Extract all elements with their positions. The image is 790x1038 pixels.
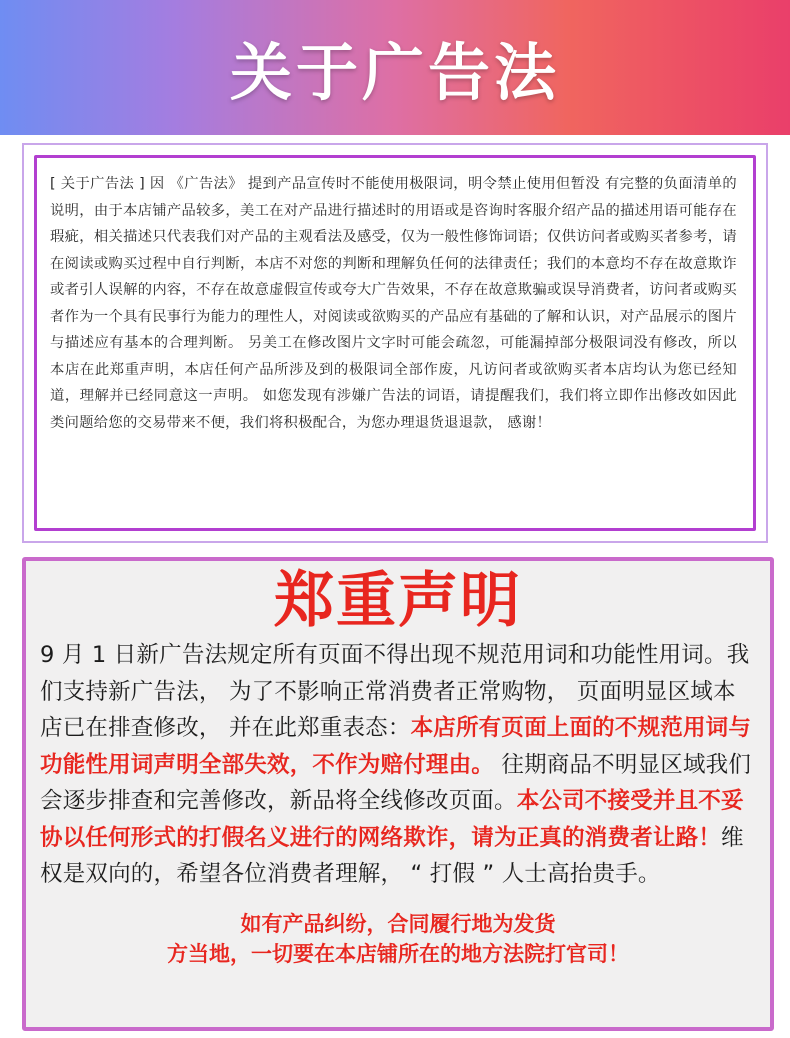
page-title: 关于广告法 xyxy=(229,36,560,109)
declaration-highlight-2: 本公司不接受并且不妥协以任何形式的打假名义进行的网络欺诈，请为正真的消费者让路！ xyxy=(40,788,744,851)
declaration-body xyxy=(40,637,756,893)
declaration-para-2: 往期商品不明显区域我们会逐步排查和完善修改，新品将全线修改页面。 xyxy=(40,751,752,814)
notice-text: [ 关于广告法 ] 因 《广告法》 提到产品宣传时不能使用极限词，明令禁止使用但暂没 有完整的负面清单的说明，由于本店铺产品较多，美工在对产品进行描述时的用语或是咨询时客服介绍产品的描述用语可能存在瑕疵，相关描述只代表我们对产品的主观看法及感受，仅为一般性修饰词语；仅供访问者或购买者参考，请在阅读或购买过程中自行判断，本店不对您的判断和理解负任何的法律责任；我们的本意均不存在故意欺诈或者引人误解的内容，不存在故意虚假宣传或夸大广告效果，不存在故意欺骗或误导消费者，访问者或购买者作为一个具有民事行为能力的理性人，对阅读或欲购买的产品应有基础的了解和认识，对产品展示的图片与描述应有基本的合理判断。 另美工在修改图片文字时可能会疏忽，可能漏掉部分极限词没有修改，所以本店在此郑重声明，本店任何产品所涉及到的极限词全部作废，凡访问者或欲购买者本店均认为您已经知道，理解并已经同意这一声明。 如您发现有涉嫌广告法的词语，请提醒我们，我们将立即作出修改如因此类问题给您的交易带来不便，我们将积极配合，为您办理退货退退款， 感谢！ xyxy=(50,176,737,431)
declaration-footer xyxy=(40,909,756,969)
declaration-highlight-1: 本店所有页面上面的不规范用词与功能性用词声明全部失效，不作为赔付理由。 xyxy=(40,715,752,778)
declaration-para-1: 9 月 1 日新广告法规定所有页面不得出现不规范用词和功能性用词。我们支持新广告法， 为了不影响正常消费者正常购物， 页面明显区域本店已在排查修改， 并在此郑重表态： xyxy=(40,642,750,741)
declaration-box xyxy=(22,557,774,1031)
declaration-title: 郑重声明 xyxy=(274,566,522,636)
header-banner xyxy=(0,0,790,135)
declaration-para-3: 维权是双向的，希望各位消费者理解， “ 打假 ” 人士高抬贵手。 xyxy=(40,824,744,887)
footer-line-1: 如有产品纠纷，合同履行地为发货 xyxy=(240,911,556,936)
footer-line-2: 方当地，一切要在本店铺所在的地方法院打官司！ xyxy=(167,941,629,966)
notice-box xyxy=(34,155,756,531)
